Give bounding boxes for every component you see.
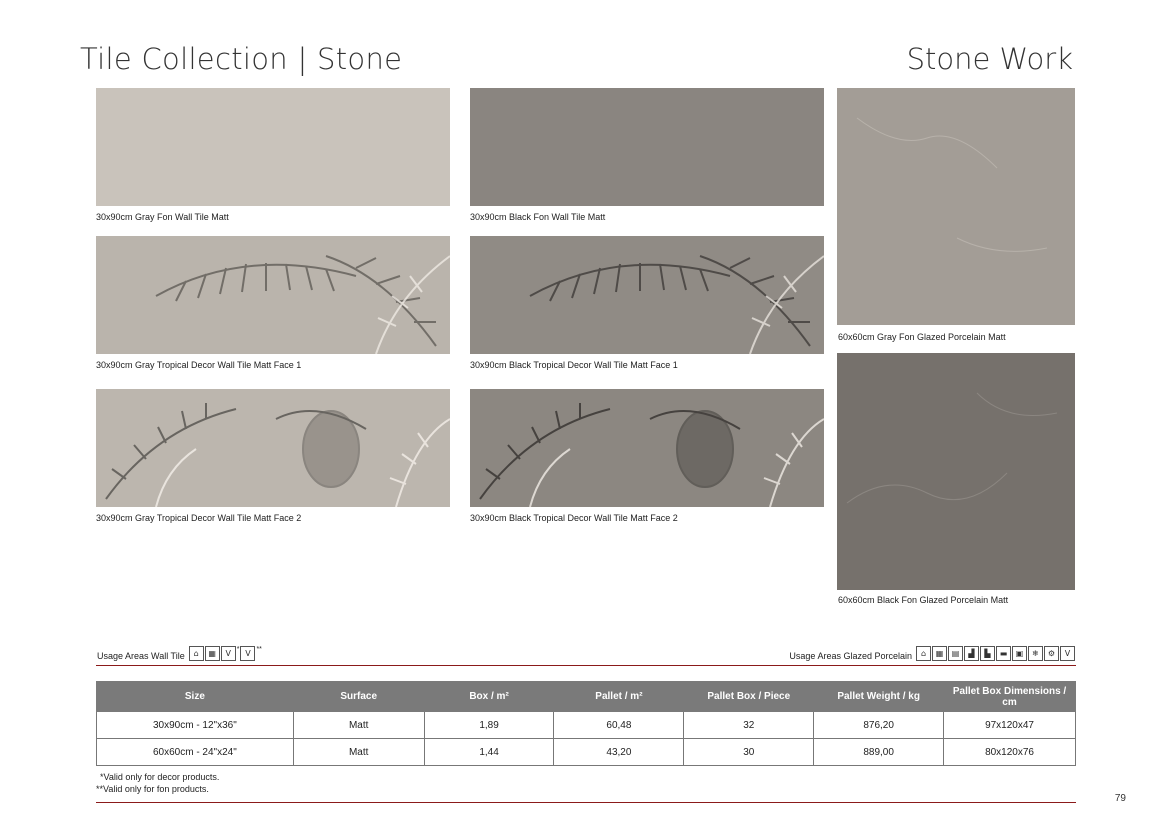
tile-image-gray-fon-porcelain	[837, 88, 1075, 325]
bath-icon: ▤	[948, 646, 963, 661]
footnote-fon: **Valid only for fon products.	[96, 784, 209, 794]
footnote-decor: *Valid only for decor products.	[100, 772, 220, 782]
tile-image-gray-fon-wall	[96, 88, 450, 206]
table-cell: 80x120x76	[944, 739, 1076, 766]
usage-mark: **	[256, 646, 262, 653]
table-header: Pallet Box / Piece	[684, 682, 814, 712]
usage-areas-wall	[97, 646, 262, 661]
home-icon: ⌂	[189, 646, 204, 661]
table-cell: 1,44	[424, 739, 554, 766]
usage-mark: *	[236, 646, 240, 653]
page-title: Tile Collection | Stone	[80, 42, 403, 76]
table-cell: 889,00	[814, 739, 944, 766]
office-icon: ▬	[996, 646, 1011, 661]
table-header: Pallet / m²	[554, 682, 684, 712]
tile-caption: 30x90cm Gray Tropical Decor Wall Tile Matt Face 1	[96, 360, 302, 370]
table-cell: 60x60cm - 24"x24"	[97, 739, 294, 766]
kitchen-icon: ▦	[932, 646, 947, 661]
table-row	[97, 712, 1076, 739]
tile-image-gray-tropical-face-1	[96, 236, 450, 354]
usage-areas-porcelain	[789, 646, 1075, 661]
v1-icon: V	[221, 646, 236, 661]
tile-caption: 30x90cm Gray Tropical Decor Wall Tile Matt Face 2	[96, 513, 302, 523]
table-header-row	[97, 682, 1076, 712]
v2-icon: V	[240, 646, 255, 661]
tile-image-black-tropical-face-1	[470, 236, 824, 354]
table-cell: Matt	[293, 712, 424, 739]
usage-wall-label: Usage Areas Wall Tile	[97, 651, 185, 661]
tile-caption: 30x90cm Black Fon Wall Tile Matt	[470, 212, 606, 222]
footer-divider	[96, 802, 1076, 803]
table-header: Pallet Weight / kg	[814, 682, 944, 712]
tile-caption: 30x90cm Black Tropical Decor Wall Tile Matt Face 2	[470, 513, 678, 523]
spec-table	[96, 681, 1076, 766]
tile-caption: 30x90cm Black Tropical Decor Wall Tile Matt Face 1	[470, 360, 678, 370]
table-header: Box / m²	[424, 682, 554, 712]
tile-image-gray-tropical-face-2	[96, 389, 450, 507]
floor-icon: ▟	[964, 646, 979, 661]
kitchen-icon: ▦	[205, 646, 220, 661]
table-cell: 876,20	[814, 712, 944, 739]
table-cell: Matt	[293, 739, 424, 766]
table-cell: 1,89	[424, 712, 554, 739]
table-row	[97, 739, 1076, 766]
table-cell: 30	[684, 739, 814, 766]
usage-porcelain-label: Usage Areas Glazed Porcelain	[789, 651, 912, 661]
tile-image-black-tropical-face-2	[470, 389, 824, 507]
home-icon: ⌂	[916, 646, 931, 661]
frost-icon: ❄	[1028, 646, 1043, 661]
tile-image-black-fon-porcelain	[837, 353, 1075, 590]
tile-caption: 60x60cm Gray Fon Glazed Porcelain Matt	[838, 332, 1006, 342]
table-cell: 43,20	[554, 739, 684, 766]
table-cell: 30x90cm - 12"x36"	[97, 712, 294, 739]
shop-icon: ▣	[1012, 646, 1027, 661]
tile-caption: 30x90cm Gray Fon Wall Tile Matt	[96, 212, 229, 222]
gear-icon: ⚙	[1044, 646, 1059, 661]
tile-caption: 60x60cm Black Fon Glazed Porcelain Matt	[838, 595, 1009, 605]
table-header: Size	[97, 682, 294, 712]
v-icon: V	[1060, 646, 1075, 661]
table-cell: 60,48	[554, 712, 684, 739]
stairs-icon: ▙	[980, 646, 995, 661]
divider	[96, 665, 1076, 666]
tile-image-black-fon-wall	[470, 88, 824, 206]
table-cell: 32	[684, 712, 814, 739]
page-number: 79	[1114, 793, 1126, 804]
table-header: Pallet Box Dimensions / cm	[944, 682, 1076, 712]
collection-title: Stone Work	[906, 42, 1073, 76]
table-header: Surface	[293, 682, 424, 712]
table-cell: 97x120x47	[944, 712, 1076, 739]
